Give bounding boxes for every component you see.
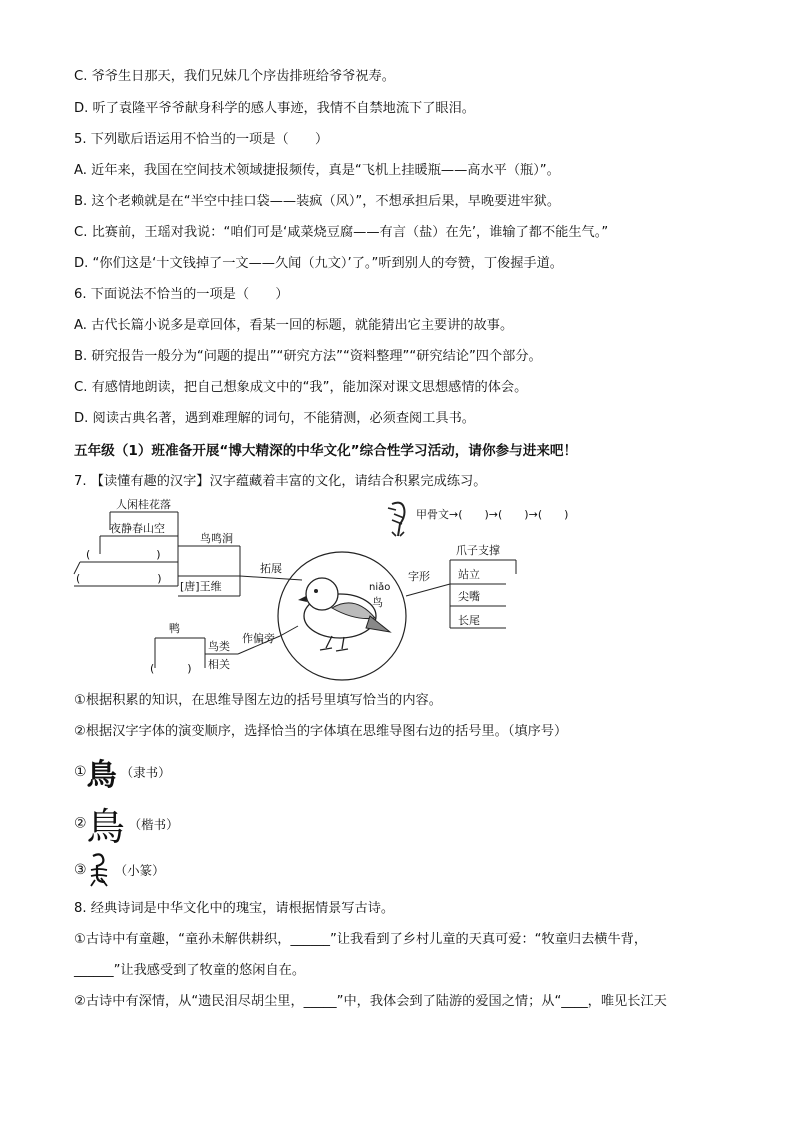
q5-option-a: A. 近年来，我国在空间技术领域捷报频传，真是“飞机上挂暖瓶——高水平（瓶）”。 (74, 163, 560, 178)
poem-blank-1: ( ) (86, 548, 161, 561)
option-3-number: ③ (74, 862, 87, 878)
seal-script-glyph (87, 852, 111, 888)
shape-item-1: 爪子支撑 (456, 544, 500, 557)
q5-option-d: D. “你们这是‘十文钱掉了一文——久闻（九文）’了。”听到别人的夸赞，丁俊握手道。 (74, 256, 563, 271)
q8-subquestion-1a: ①古诗中有童趣，“童孙未解供耕织，______”让我看到了乡村儿童的天真可爱：“牧童归去横牛背， (74, 932, 648, 947)
clerical-script-char: 鳥 (86, 758, 117, 793)
shape-label: 字形 (408, 570, 430, 583)
font-option-3 (74, 852, 165, 888)
duck-blank: ( ) (150, 662, 192, 675)
question-5: 5. 下列歇后语运用不恰当的一项是（ ） (74, 132, 329, 147)
poem-line-1: 人闲桂花落 (116, 498, 171, 511)
poem-title: 鸟鸣涧 (200, 532, 233, 545)
center-char: 鸟 (372, 596, 383, 609)
shape-item-3: 尖嘴 (458, 590, 480, 603)
bird-category-2: 相关 (208, 658, 230, 671)
section-heading: 五年级（1）班准备开展“博大精深的中华文化”综合性学习活动，请你参与进来吧！ (74, 443, 578, 459)
q5-option-c: C. 比赛前，王瑶对我说：“咱们可是‘咸菜烧豆腐——有言（盐）在先’，谁输了都不能生气。” (74, 225, 609, 240)
q8-subquestion-2: ②古诗中有深情，从“遗民泪尽胡尘里，_____”中，我体会到了陆游的爱国之情；从“____，唯见长江天 (74, 994, 667, 1009)
q8-subquestion-1b: ______”让我感受到了牧童的悠闲自在。 (74, 963, 306, 978)
mind-map (70, 496, 630, 686)
q7-subquestion-1: ①根据积累的知识，在思维导图左边的括号里填写恰当的内容。 (74, 693, 442, 708)
question-7: 7. 【读懂有趣的汉字】汉字蕴藏着丰富的文化，请结合积累完成练习。 (74, 474, 487, 489)
clerical-script-note: （隶书） (120, 765, 171, 780)
font-option-2 (74, 796, 179, 851)
evolution-chain: 甲骨文→( )→( )→( ) (416, 508, 569, 521)
duck-char: 鸭 (169, 622, 180, 635)
bird-category-1: 鸟类 (208, 640, 230, 653)
option-d-line: D. 听了袁隆平爷爷献身科学的感人事迹，我情不自禁地流下了眼泪。 (74, 101, 475, 116)
poem-line-2: 夜静春山空 (110, 522, 165, 535)
regular-script-note: （楷书） (128, 816, 179, 832)
q7-subquestion-2: ②根据汉字字体的演变顺序，选择恰当的字体填在思维导图右边的括号里。（填序号） (74, 724, 568, 739)
question-8: 8. 经典诗词是中华文化中的瑰宝，请根据情景写古诗。 (74, 901, 395, 916)
q6-option-c: C. 有感情地朗读，把自己想象成文中的“我”，能加深对课文思想感情的体会。 (74, 380, 528, 395)
q5-option-b: B. 这个老赖就是在“半空中挂口袋——装疯（风）”，不想承担后果，早晚要进牢狱。 (74, 194, 561, 209)
poem-blank-2: ( ) (76, 572, 162, 585)
regular-script-char: 鳥 (86, 805, 125, 849)
q6-option-b: B. 研究报告一般分为“问题的提出”“研究方法”“资料整理”“研究结论”四个部分。 (74, 349, 542, 364)
q6-option-d: D. 阅读古典名著，遇到难理解的词句，不能猜测，必须查阅工具书。 (74, 411, 475, 426)
q6-option-a: A. 古代长篇小说多是章回体，看某一回的标题，就能猜出它主要讲的故事。 (74, 318, 514, 333)
option-c-line: C. 爷爷生日那天，我们兄妹几个序齿排班给爷爷祝寿。 (74, 69, 395, 84)
option-1-number: ① (74, 764, 87, 780)
radical-label: 作偏旁 (242, 632, 275, 645)
pinyin: niǎo (369, 582, 391, 593)
expand-label: 拓展 (260, 562, 282, 575)
oracle-bird-glyph (388, 503, 405, 536)
option-2-number: ② (74, 815, 87, 832)
font-option-1 (74, 750, 171, 794)
seal-script-note: （小篆） (114, 863, 165, 878)
shape-item-4: 长尾 (458, 614, 480, 627)
question-6: 6. 下面说法不恰当的一项是（ ） (74, 287, 289, 302)
shape-item-2: 站立 (458, 568, 480, 581)
poet-name: [唐]王维 (180, 580, 222, 593)
